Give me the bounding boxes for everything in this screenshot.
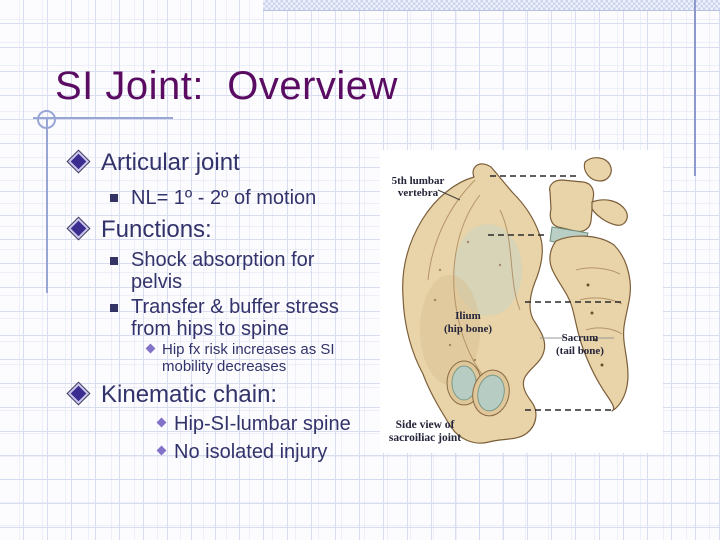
label-sacrum: (tail bone): [556, 345, 604, 357]
square-bullet-icon: [110, 304, 118, 312]
vertebra-body-shape: [550, 180, 594, 232]
small-diamond-bullet-icon: [157, 418, 167, 428]
bullet-item-transfer-stress: [70, 296, 388, 340]
bullet-text: Transfer & buffer stress from hips to spine: [131, 296, 339, 340]
bullet-text: No isolated injury: [174, 441, 328, 463]
bullet-item-shock-absorption: [70, 249, 388, 293]
figure-caption: sacroiliac joint: [388, 432, 462, 444]
bullet-item-articular-joint: [70, 149, 388, 177]
square-bullet-icon: [110, 194, 118, 202]
label-ilium: (hip bone): [444, 323, 492, 335]
vertebra-fragment-shape: [584, 158, 611, 181]
bullet-text: Kinematic chain:: [101, 381, 278, 408]
label-5th-lumbar-vertebra: 5th lumbar: [391, 175, 445, 187]
diamond-bullet-icon: [68, 151, 89, 172]
bullet-text: Articular joint: [101, 149, 240, 176]
bullet-item-hip-si-lumbar: [70, 412, 388, 436]
diamond-bullet-icon: [68, 383, 89, 404]
bullet-item-kinematic-chain: [70, 381, 388, 409]
figure-panel: [380, 150, 663, 453]
margin-vertical-line: [46, 118, 48, 293]
bullet-item-functions: [70, 216, 388, 244]
bullet-text: NL= 1º - 2º of motion: [131, 187, 317, 209]
pelvis-illustration: [380, 150, 663, 453]
bullet-text: Hip fx risk increases as SI mobility decreases: [162, 341, 335, 375]
margin-circle-decoration: [37, 110, 56, 129]
figure-caption: Side view of: [395, 419, 455, 431]
bullet-item-nl-motion: [70, 186, 388, 210]
square-bullet-icon: [110, 257, 118, 265]
small-diamond-bullet-icon: [146, 344, 156, 354]
bullet-item-no-isolated-injury: [70, 440, 388, 464]
bullet-list: [70, 149, 388, 464]
small-diamond-bullet-icon: [157, 446, 167, 456]
bullet-item-hip-fx-risk: [70, 341, 388, 375]
diamond-bullet-icon: [68, 218, 89, 239]
label-ilium: Ilium: [455, 310, 481, 322]
label-5th-lumbar-vertebra: vertebra: [397, 187, 439, 199]
label-sacrum: Sacrum: [561, 332, 599, 344]
sacrum-bone-shape: [550, 236, 630, 411]
bullet-text: Shock absorption for pelvis: [131, 249, 315, 293]
page-title: SI Joint: Overview: [55, 64, 398, 108]
right-accent-line: [694, 0, 696, 176]
bullet-text: Hip-SI-lumbar spine: [174, 413, 351, 435]
top-checkered-band: [263, 0, 720, 11]
bullet-text: Functions:: [101, 216, 212, 243]
